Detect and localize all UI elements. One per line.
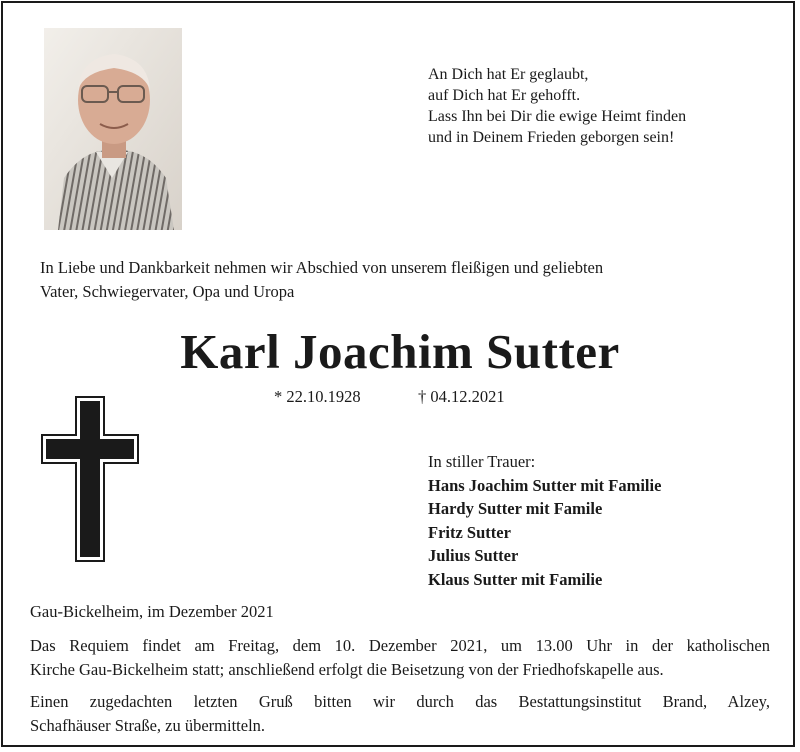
- greeting-line: Schafhäuser Straße, zu übermitteln.: [30, 716, 266, 735]
- requiem-notice: [30, 634, 770, 682]
- deceased-name: Karl Joachim Sutter: [180, 324, 620, 379]
- verse-line: Lass Ihn bei Dir die ewige Heimt finden: [428, 108, 687, 125]
- intro-text: [40, 256, 762, 304]
- requiem-line: Das Requiem findet am Freitag, dem 10. Dezember 2021, um 13.00 Uhr in der katholischen: [30, 636, 770, 655]
- verse: [428, 64, 686, 148]
- intro-line: Vater, Schwiegervater, Opa und Uropa: [40, 282, 295, 301]
- place-date: Gau-Bickelheim, im Dezember 2021: [30, 602, 274, 621]
- greeting-notice: [30, 690, 770, 738]
- verse-line: auf Dich hat Er gehofft.: [428, 87, 581, 104]
- mourner-name: Julius Sutter: [428, 546, 519, 565]
- mourner-name: Fritz Sutter: [428, 522, 511, 542]
- mourner-name: Hans Joachim Sutter mit Familie: [428, 475, 662, 495]
- death-date: † 04.12.2021: [418, 387, 505, 406]
- portrait-icon: [44, 28, 182, 230]
- requiem-line: Kirche Gau-Bickelheim statt; anschließend erfolgt die Beisetzung von der Friedhofskapelle aus.: [30, 660, 664, 679]
- mourning-heading: In stiller Trauer:: [428, 452, 536, 471]
- mourner-name: Hardy Sutter mit Famile: [428, 499, 603, 518]
- portrait-photo: [44, 28, 182, 230]
- birth-date: * 22.10.1928: [274, 387, 361, 406]
- mourners-list: [428, 450, 661, 591]
- mourner-name: Klaus Sutter mit Familie: [428, 569, 603, 589]
- verse-line: An Dich hat Er geglaubt,: [428, 66, 589, 83]
- intro-line: In Liebe und Dankbarkeit nehmen wir Abschied von unserem fleißigen und geliebten: [40, 258, 604, 277]
- greeting-line: Einen zugedachten letzten Gruß bitten wir durch das Bestattungsinstitut Brand, Alzey,: [30, 692, 770, 711]
- cross-icon: [40, 395, 140, 568]
- verse-line: und in Deinem Frieden geborgen sein!: [428, 129, 675, 146]
